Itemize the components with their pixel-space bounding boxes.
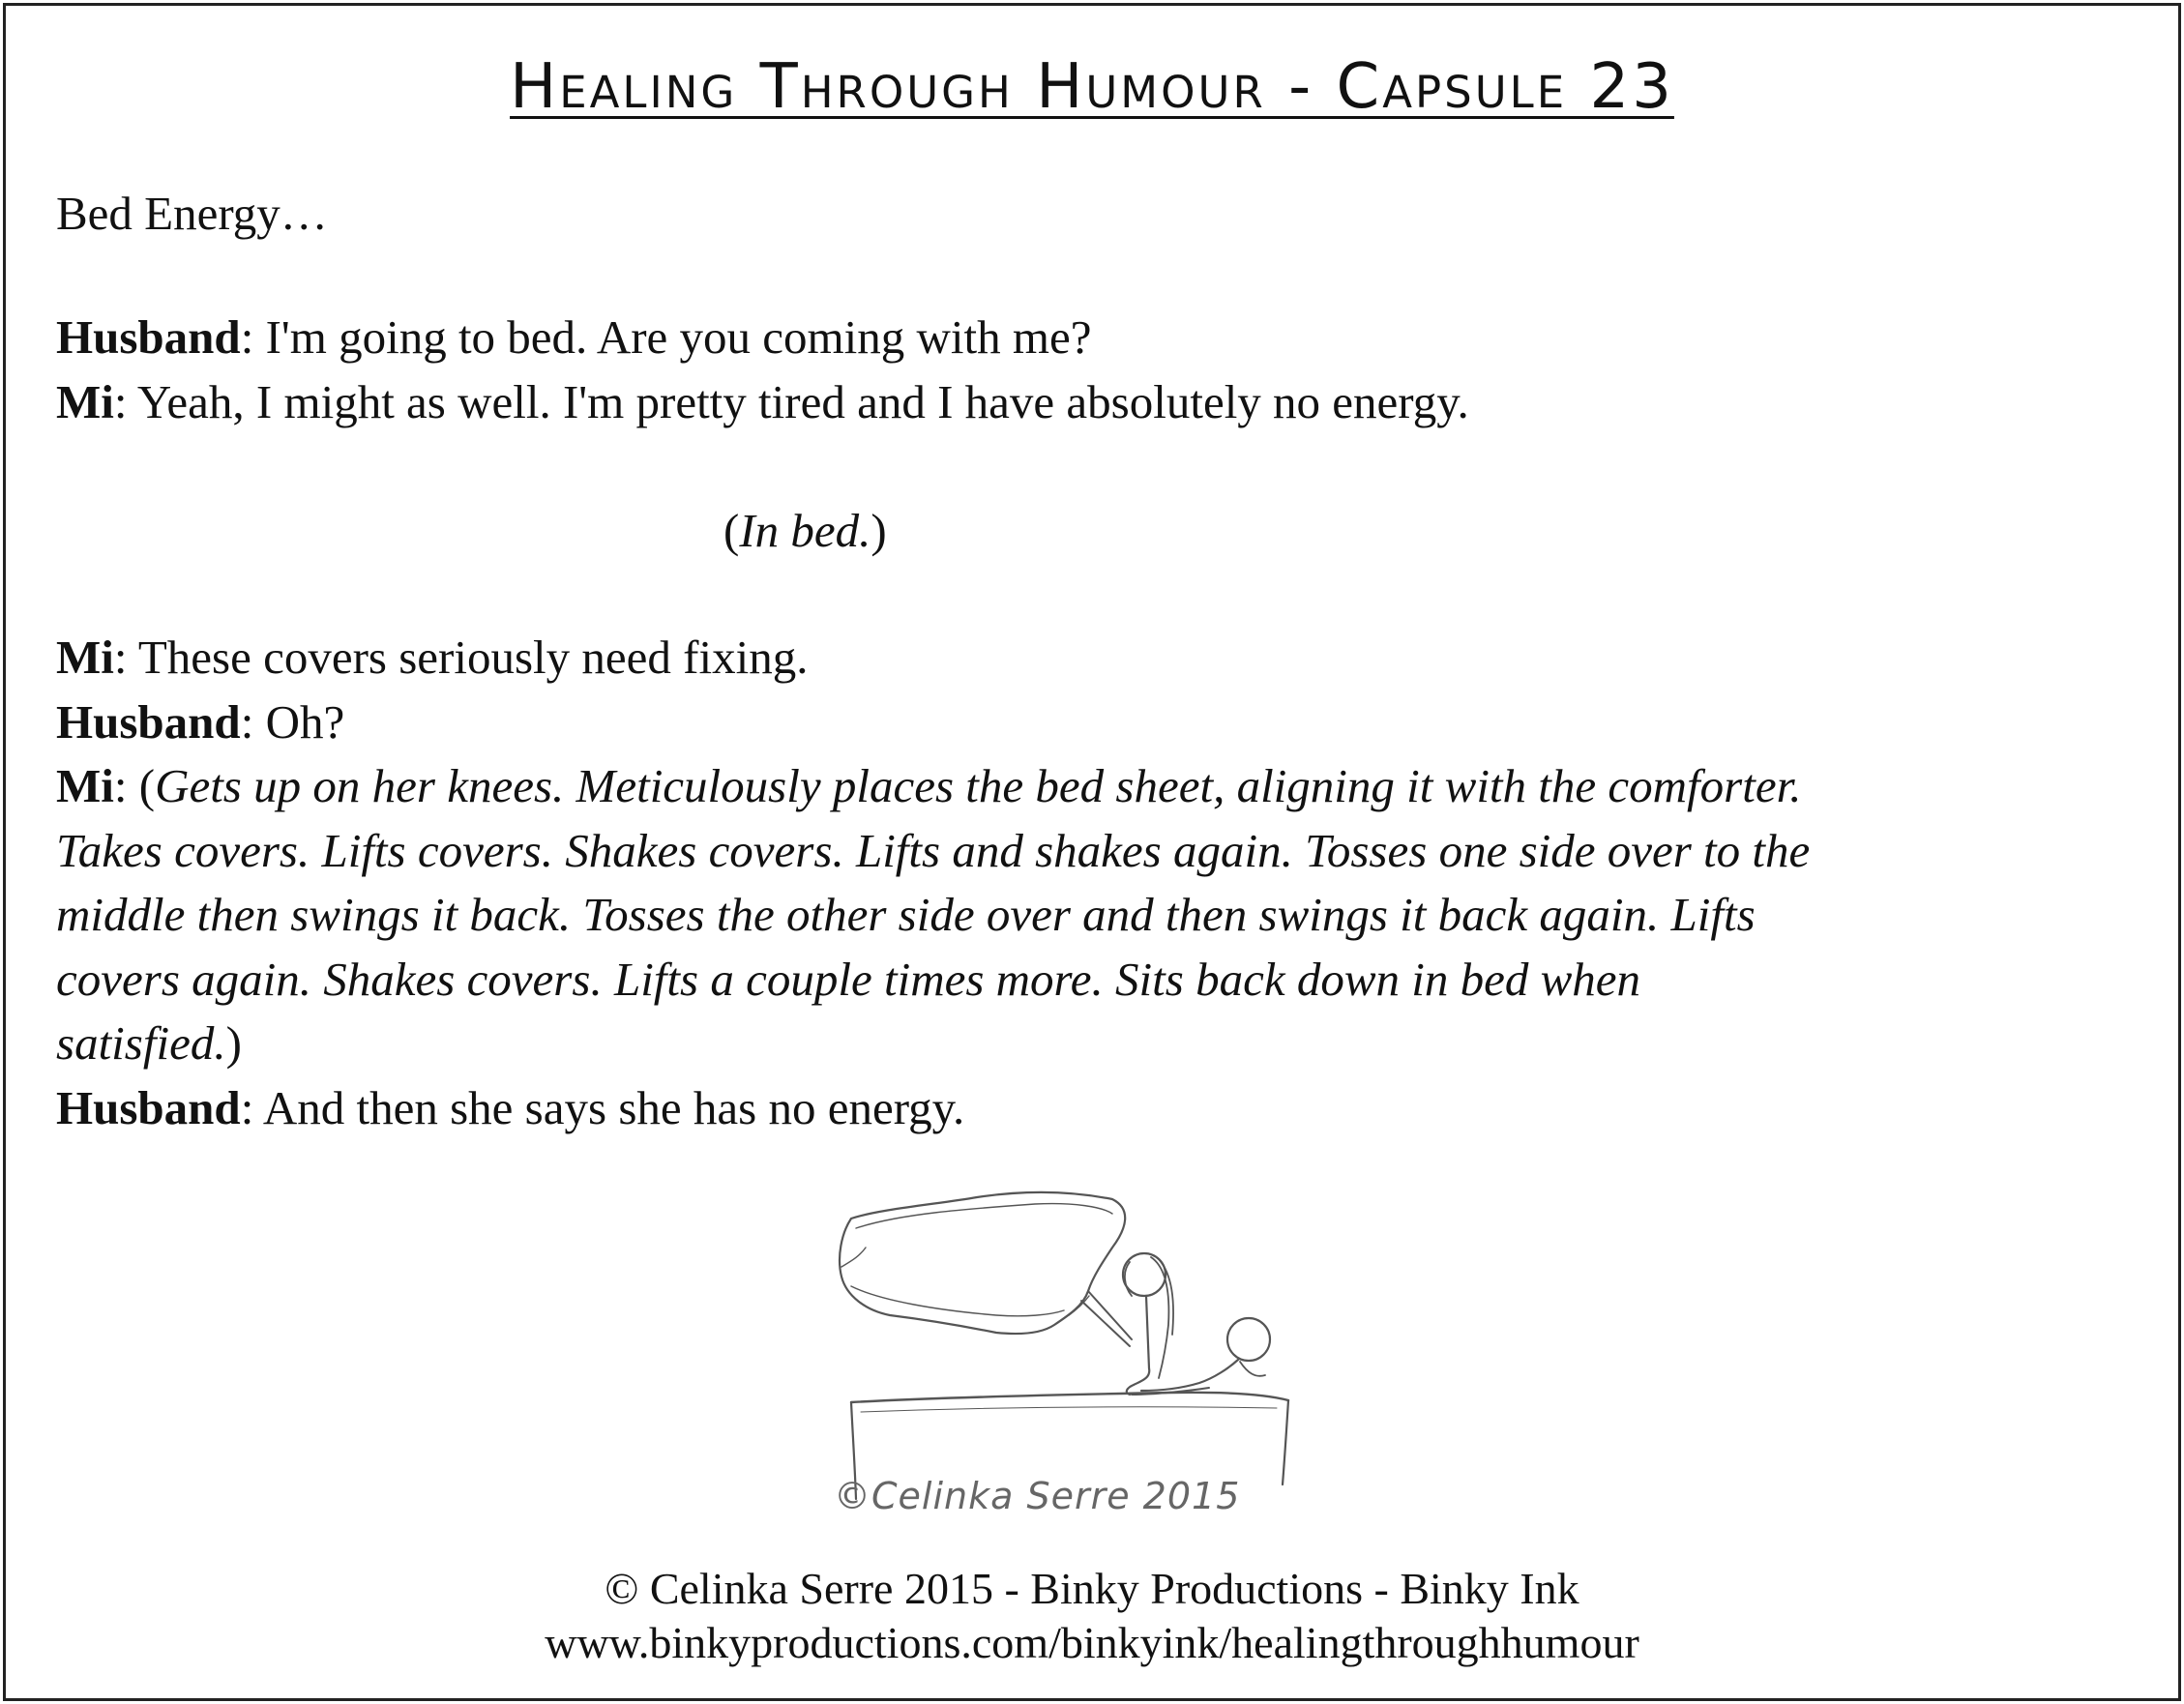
dialog-block-1 xyxy=(56,306,2145,434)
dialog-text: : Oh? xyxy=(240,694,345,749)
speaker-name: Mi xyxy=(56,759,114,812)
action-last-line xyxy=(56,1012,2145,1076)
speaker-name: Mi xyxy=(56,374,114,428)
bed-lines xyxy=(861,1407,1277,1412)
speaker-name: Husband xyxy=(56,694,241,749)
action-text-line: Takes covers. Lifts covers. Shakes covers. Lifts and shakes again. Tosses one side over to the xyxy=(56,823,1811,877)
blanket-fold xyxy=(841,1248,1089,1315)
dialog-text: : These covers seriously need fixing. xyxy=(113,631,809,684)
dialog-line xyxy=(56,306,2145,370)
sketch-strokes xyxy=(840,1192,1288,1499)
dialog-text: : I'm going to bed. Are you coming with me? xyxy=(240,310,1092,364)
stage-close-paren: ) xyxy=(871,504,887,557)
story-subtitle xyxy=(56,182,2145,247)
action-text-line: middle then swings it back. Tosses the other side over and then swings it back again. Lifts xyxy=(56,888,1756,941)
action-text-line: Gets up on her knees. Meticulously places the bed sheet, aligning it with the comforter. xyxy=(155,759,1802,812)
husband-body xyxy=(1141,1360,1238,1391)
dialog-line xyxy=(56,626,2145,690)
stage-direction xyxy=(723,499,887,564)
blanket-sketch xyxy=(840,1192,1125,1334)
action-suffix: ) xyxy=(225,1016,242,1070)
husband-arm xyxy=(1240,1362,1265,1376)
drawing-signature: ©Celinka Serre 2015 xyxy=(834,1475,1241,1517)
dialog-text: : And then she says she has no energy. xyxy=(240,1080,965,1134)
bed-right-side xyxy=(1283,1400,1288,1484)
dialog-line xyxy=(56,1076,2145,1141)
footer-copyright: © Celinka Serre 2015 - Binky Productions - Binky Ink xyxy=(605,1564,1579,1613)
blanket-sketch-inner xyxy=(851,1204,1112,1316)
dialog-line xyxy=(56,370,2145,435)
dialog-text: : Yeah, I might as well. I'm pretty tired and I have absolutely no energy. xyxy=(113,374,1469,428)
action-text-line: satisfied. xyxy=(56,1016,226,1070)
arm-sketch xyxy=(1081,1291,1132,1346)
page-title xyxy=(0,48,2184,126)
dialog-block-2 xyxy=(56,626,2145,1140)
action-prefix: : ( xyxy=(113,759,156,812)
stage-direction-text: In bed. xyxy=(739,504,871,557)
speaker-name: Husband xyxy=(56,310,241,364)
action-line xyxy=(56,754,2145,819)
bed-top xyxy=(851,1393,1288,1402)
dialog-line xyxy=(56,690,2145,755)
stage-open-paren: ( xyxy=(723,504,740,557)
husband-head xyxy=(1227,1318,1270,1361)
footer-url: www.binkyproductions.com/binkyink/healingthroughhumour xyxy=(545,1618,1639,1667)
speaker-name: Mi xyxy=(56,631,114,684)
page-title-text: Healing Through Humour - Capsule 23 xyxy=(510,51,1674,123)
speaker-name: Husband xyxy=(56,1080,241,1134)
subtitle-text: Bed Energy… xyxy=(56,187,328,240)
bed-sketch-illustration xyxy=(822,1170,1296,1528)
action-text-line: covers again. Shakes covers. Lifts a couple times more. Sits back down in bed when xyxy=(56,952,1641,1006)
